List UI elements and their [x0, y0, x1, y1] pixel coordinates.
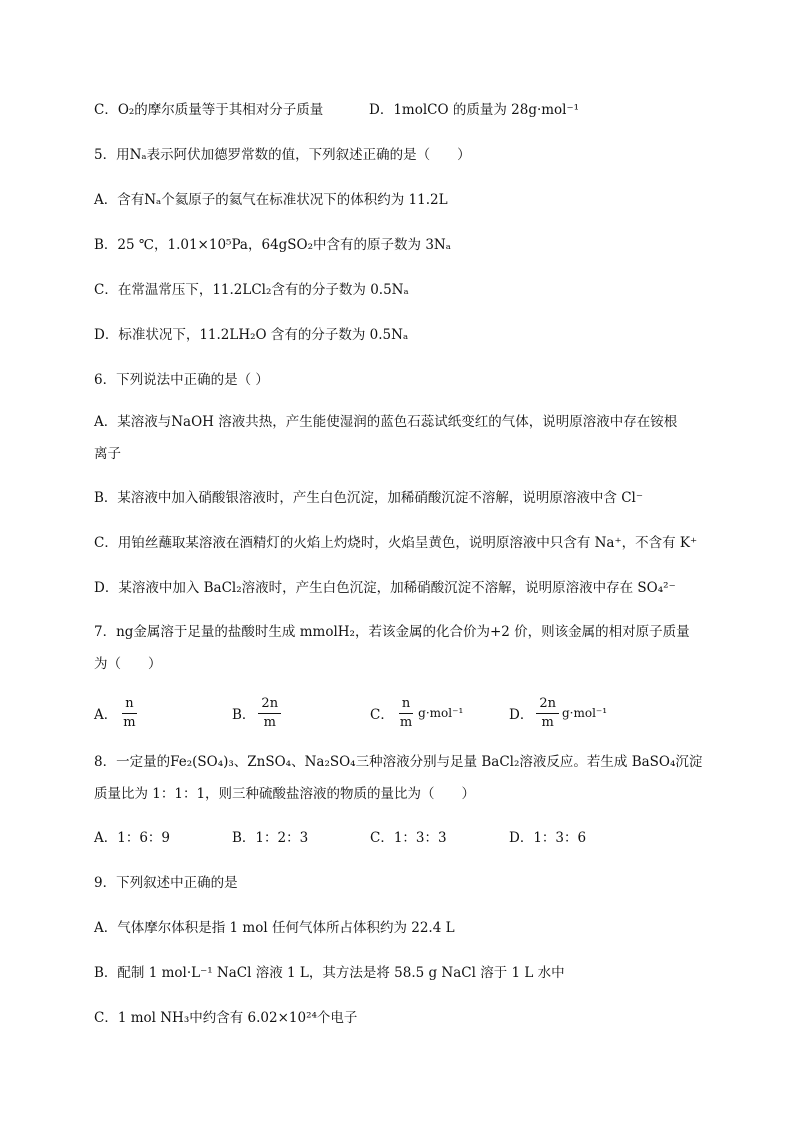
q6-stem: 6．下列说法中正确的是（ ） [94, 372, 269, 388]
q4-options-cd [94, 100, 580, 120]
q7-option-b-label: B． [232, 707, 256, 723]
q6-option-a-line2: 离子 [94, 446, 121, 462]
q9-stem: 9．下列叙述中正确的是 [94, 875, 238, 891]
q6-option-b: B．某溶液中加入硝酸银溶液时，产生白色沉淀，加稀硝酸沉淀不溶解，说明原溶液中含 Cl⁻ [94, 490, 643, 506]
q7-option-d-fraction [536, 695, 559, 732]
q4-option-c: C．O₂的摩尔质量等于其相对分子质量 [94, 102, 324, 118]
q7-option-c-numerator: n [399, 695, 413, 714]
q7-option-a [94, 690, 142, 736]
q7-option-c-label: C． [370, 707, 394, 723]
q7-stem-line1: 7．ng金属溶于足量的盐酸时生成 mmolH₂，若该金属的化合价为+2 价，则该金属的相对原子质量 [94, 624, 690, 640]
q8-option-b: B．1：2：3 [232, 830, 309, 846]
q7-option-b-numerator: 2n [258, 695, 281, 714]
q8-option-c: C．1：3：3 [370, 830, 447, 846]
q8-stem-line2: 质量比为 1：1：1，则三种硫酸盐溶液的物质的量比为（ ） [94, 786, 476, 802]
q7-option-c-unit: g·mol⁻¹ [418, 706, 464, 720]
q5-option-d: D．标准状况下，11.2LH₂O 含有的分子数为 0.5Nₐ [94, 327, 409, 343]
q7-option-a-denominator: m [123, 714, 136, 730]
q7-option-b-fraction [258, 695, 281, 732]
q7-option-a-numerator: n [122, 695, 136, 714]
q7-option-a-label: A． [94, 707, 118, 723]
q7-option-d-label: D． [509, 707, 534, 723]
q8-option-a: A．1：6：9 [94, 830, 171, 846]
q7-stem-line2: 为（ ） [94, 656, 162, 672]
q4-option-d: D．1molCO 的质量为 28g·mol⁻¹ [369, 102, 580, 118]
q6-option-d: D．某溶液中加入 BaCl₂溶液时，产生白色沉淀，加稀硝酸沉淀不溶解，说明原溶液中存在 SO₄²⁻ [94, 580, 676, 596]
q7-options [94, 690, 654, 736]
q7-option-c-denominator: m [399, 714, 413, 730]
q7-option-b-denominator: m [263, 714, 276, 730]
q7-option-d-numerator: 2n [536, 695, 559, 714]
q7-option-d-denominator: m [541, 714, 554, 730]
q7-option-c-fraction [397, 695, 415, 732]
q7-option-d [509, 690, 607, 736]
q9-option-c: C．1 mol NH₃中约含有 6.02×10²⁴个电子 [94, 1010, 358, 1026]
q5-option-a: A．含有Nₐ个氦原子的氦气在标准状况下的体积约为 11.2L [94, 192, 448, 208]
q9-option-a: A．气体摩尔体积是指 1 mol 任何气体所占体积约为 22.4 L [94, 920, 455, 936]
q5-stem: 5．用Nₐ表示阿伏加德罗常数的值，下列叙述正确的是（ ） [94, 147, 471, 163]
q7-option-a-fraction [120, 695, 138, 732]
q7-option-c [370, 690, 463, 736]
q9-option-b: B．配制 1 mol·L⁻¹ NaCl 溶液 1 L，其方法是将 58.5 g NaCl 溶于 1 L 水中 [94, 965, 565, 981]
q6-option-c: C．用铂丝蘸取某溶液在酒精灯的火焰上灼烧时，火焰呈黄色，说明原溶液中只含有 Na⁺，不含有 K⁺ [94, 535, 698, 551]
q5-option-b: B．25 ℃，1.01×10⁵Pa，64gSO₂中含有的原子数为 3Nₐ [94, 237, 451, 253]
q7-option-d-unit: g·mol⁻¹ [561, 706, 608, 720]
q7-option-b [232, 690, 284, 736]
q8-stem-line1: 8．一定量的Fe₂(SO₄)₃、ZnSO₄、Na₂SO₄三种溶液分别与足量 BaCl₂溶液反应。若生成 BaSO₄沉淀 [94, 754, 703, 770]
q8-option-d: D．1：3：6 [509, 830, 587, 846]
q6-option-a-line1: A．某溶液与NaOH 溶液共热，产生能使湿润的蓝色石蕊试纸变红的气体，说明原溶液中存在铵根 [94, 414, 678, 430]
q5-option-c: C．在常温常压下，11.2LCl₂含有的分子数为 0.5Nₐ [94, 282, 409, 298]
